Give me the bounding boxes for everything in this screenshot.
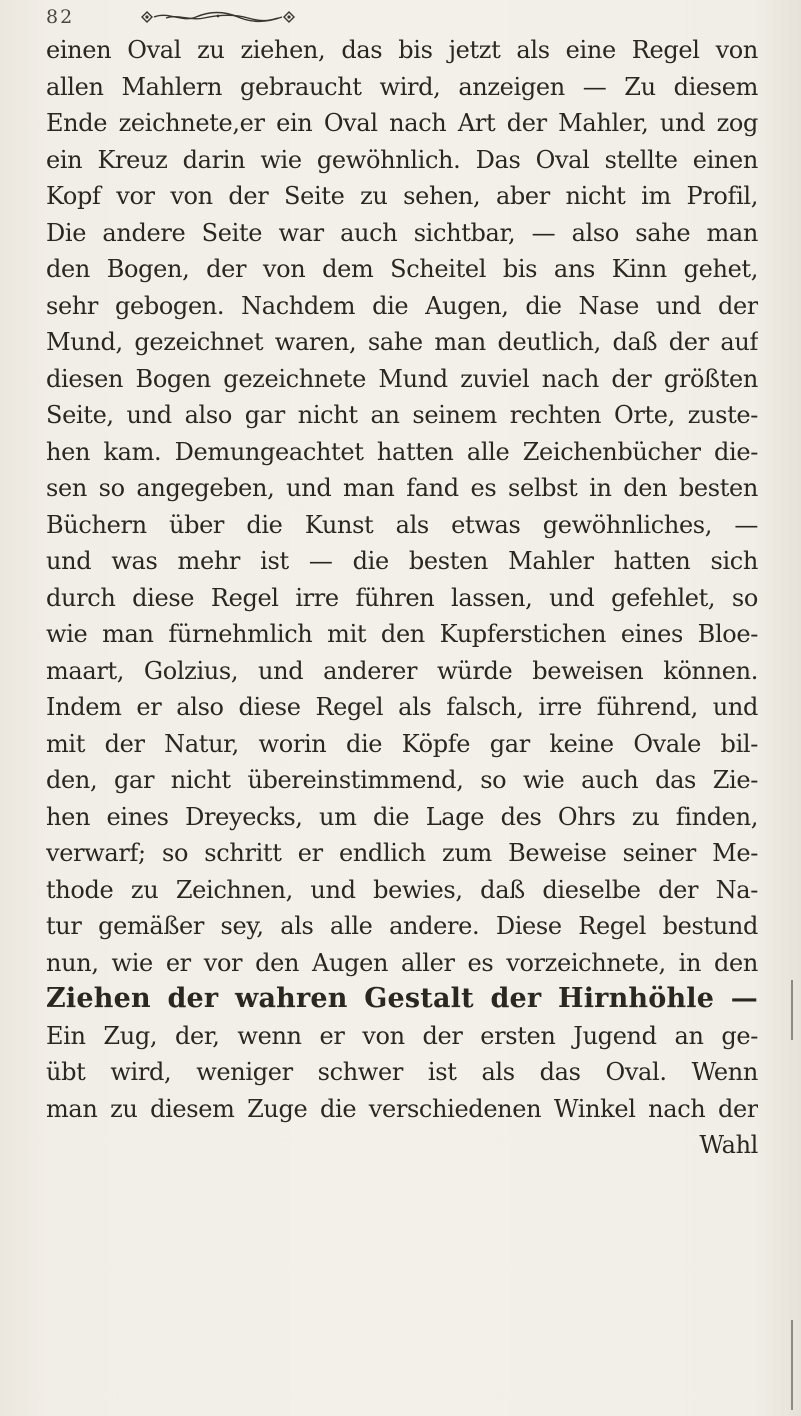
text-line: und was mehr ist — die besten Mahler hatten sich	[46, 547, 758, 575]
text-line: Ende zeichnete,er ein Oval nach Art der Mahler, und zog	[46, 109, 758, 137]
catchword: Wahl	[699, 1131, 758, 1159]
text-line: diesen Bogen gezeichnete Mund zuviel nach der größten	[46, 364, 758, 393]
text-line: wie man fürnehmlich mit den Kupferstichen eines Bloe-	[46, 620, 758, 648]
text-line: verwarf; so schritt er endlich zum Beweise seiner Me-	[46, 839, 758, 867]
text-line: Mund, gezeichnet waren, sahe man deutlich, daß der auf	[46, 328, 758, 356]
page-edge-shadow	[791, 1320, 793, 1410]
ornament-rule	[138, 9, 298, 25]
text-line: übt wird, weniger schwer ist als das Oval. Wenn	[46, 1058, 758, 1086]
page-number: 82	[46, 6, 75, 28]
text-line: man zu diesem Zuge die verschiedenen Winkel nach der	[46, 1094, 758, 1123]
text-line: Kopf vor von der Seite zu sehen, aber nicht im Profil,	[46, 182, 758, 210]
text-line: mit der Natur, worin die Köpfe gar keine Ovale bil-	[46, 729, 758, 758]
text-line: sehr gebogen. Nachdem die Augen, die Nase und der	[46, 291, 758, 320]
text-line: durch diese Regel irre führen lassen, und gefehlet, so	[46, 583, 758, 612]
text-line: hen kam. Demungeachtet hatten alle Zeichenbücher die-	[46, 437, 758, 466]
text-line: den, gar nicht übereinstimmend, so wie auch das Zie-	[46, 766, 758, 794]
text-line: einen Oval zu ziehen, das bis jetzt als eine Regel von	[46, 36, 758, 64]
text-line: Seite, und also gar nicht an seinem rechten Orte, zuste-	[46, 401, 758, 429]
text-line: Ein Zug, der, wenn er von der ersten Jugend an ge-	[46, 1021, 758, 1050]
text-line: ein Kreuz darin wie gewöhnlich. Das Oval stellte einen	[46, 145, 758, 174]
text-line: Büchern über die Kunst als etwas gewöhnliches, —	[46, 510, 758, 539]
page-header	[46, 6, 746, 26]
text-line: hen eines Dreyecks, um die Lage des Ohrs zu finden,	[46, 802, 758, 831]
text-line: thode zu Zeichnen, und bewies, daß dieselbe der Na-	[46, 875, 758, 904]
text-line-emphasis: Ziehen der wahren Gestalt der Hirnhöhle —	[46, 983, 758, 1014]
text-line: nun, wie er vor den Augen aller es vorzeichnete, in den	[46, 948, 758, 977]
body-text	[46, 32, 758, 1164]
text-line: tur gemäßer sey, als alle andere. Diese Regel bestund	[46, 912, 758, 940]
text-line: sen so angegeben, und man fand es selbst in den besten	[46, 474, 758, 502]
text-line: den Bogen, der von dem Scheitel bis ans Kinn gehet,	[46, 255, 758, 283]
text-line: maart, Golzius, und anderer würde beweisen können.	[46, 656, 758, 685]
text-line: Indem er also diese Regel als falsch, irre führend, und	[46, 693, 758, 721]
text-line: Die andere Seite war auch sichtbar, — also sahe man	[46, 218, 758, 247]
text-line: allen Mahlern gebraucht wird, anzeigen — Zu diesem	[46, 72, 758, 101]
page-edge-shadow	[791, 980, 793, 1040]
